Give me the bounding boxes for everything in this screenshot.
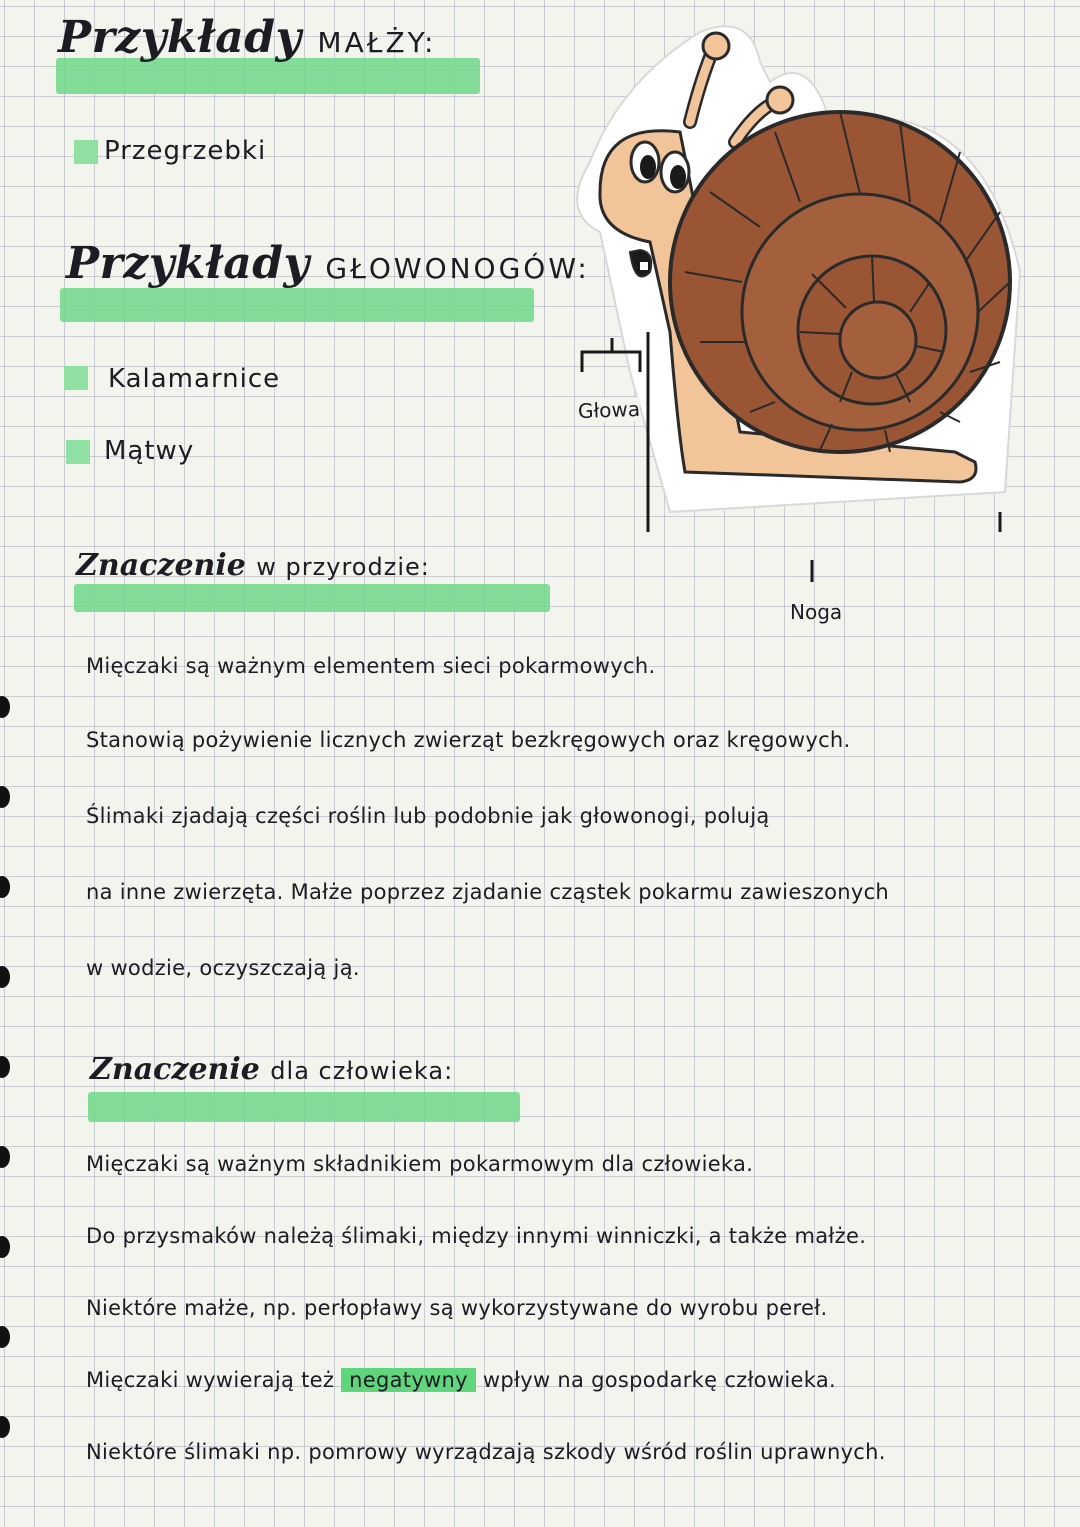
bullet-marker <box>74 140 98 164</box>
text-line: na inne zwierzęta. Małże poprzez zjadanie cząstek pokarmu zawieszonych <box>86 880 890 904</box>
list-item-matwy: Mątwy <box>104 436 195 466</box>
heading-nature: Znaczenie w przyrodzie: <box>76 548 430 583</box>
text-line: Niektóre ślimaki np. pomrowy wyrządzają szkody wśród roślin uprawnych. <box>86 1440 886 1464</box>
section-highlight <box>88 1092 520 1122</box>
text-line: Mięczaki są ważnym elementem sieci pokarmowych. <box>86 654 656 678</box>
negative-highlight: negatywny <box>341 1368 476 1392</box>
label-head: Głowa <box>577 396 641 424</box>
heading-malze: Przykłady MAŁŻY: <box>58 12 437 63</box>
snail-illustration <box>560 12 1060 532</box>
list-item-przegrzebki: Przegrzebki <box>104 136 267 166</box>
list-item-kalamarnice: Kalamarnice <box>108 364 281 394</box>
label-foot: Noga <box>790 600 843 624</box>
text-line-negative: Mięczaki wywierają też negatywny wpływ na gospodarkę człowieka. <box>86 1368 836 1392</box>
text-line: Ślimaki zjadają części roślin lub podobnie jak głowonogi, polują <box>86 804 770 828</box>
heading-human: Znaczenie dla człowieka: <box>90 1052 454 1087</box>
text-line: w wodzie, oczyszczają ją. <box>86 956 360 980</box>
text-line: Niektóre małże, np. perłopławy są wykorzystywane do wyrobu pereł. <box>86 1296 828 1320</box>
section-highlight <box>74 584 550 612</box>
text-line: Stanowią pożywienie licznych zwierząt bezkręgowych oraz kręgowych. <box>86 728 851 752</box>
bullet-marker <box>64 366 88 390</box>
binder-holes <box>0 0 16 1527</box>
heading-glowonogi: Przykłady GŁOWONOGÓW: <box>66 238 590 289</box>
title-highlight <box>56 58 480 94</box>
text-line: Do przysmaków należą ślimaki, między innymi winniczki, a także małże. <box>86 1224 867 1248</box>
foot-bracket <box>640 520 1020 590</box>
bullet-marker <box>66 440 90 464</box>
title-highlight <box>60 288 534 322</box>
text-line: Mięczaki są ważnym składnikiem pokarmowym dla człowieka. <box>86 1152 754 1176</box>
